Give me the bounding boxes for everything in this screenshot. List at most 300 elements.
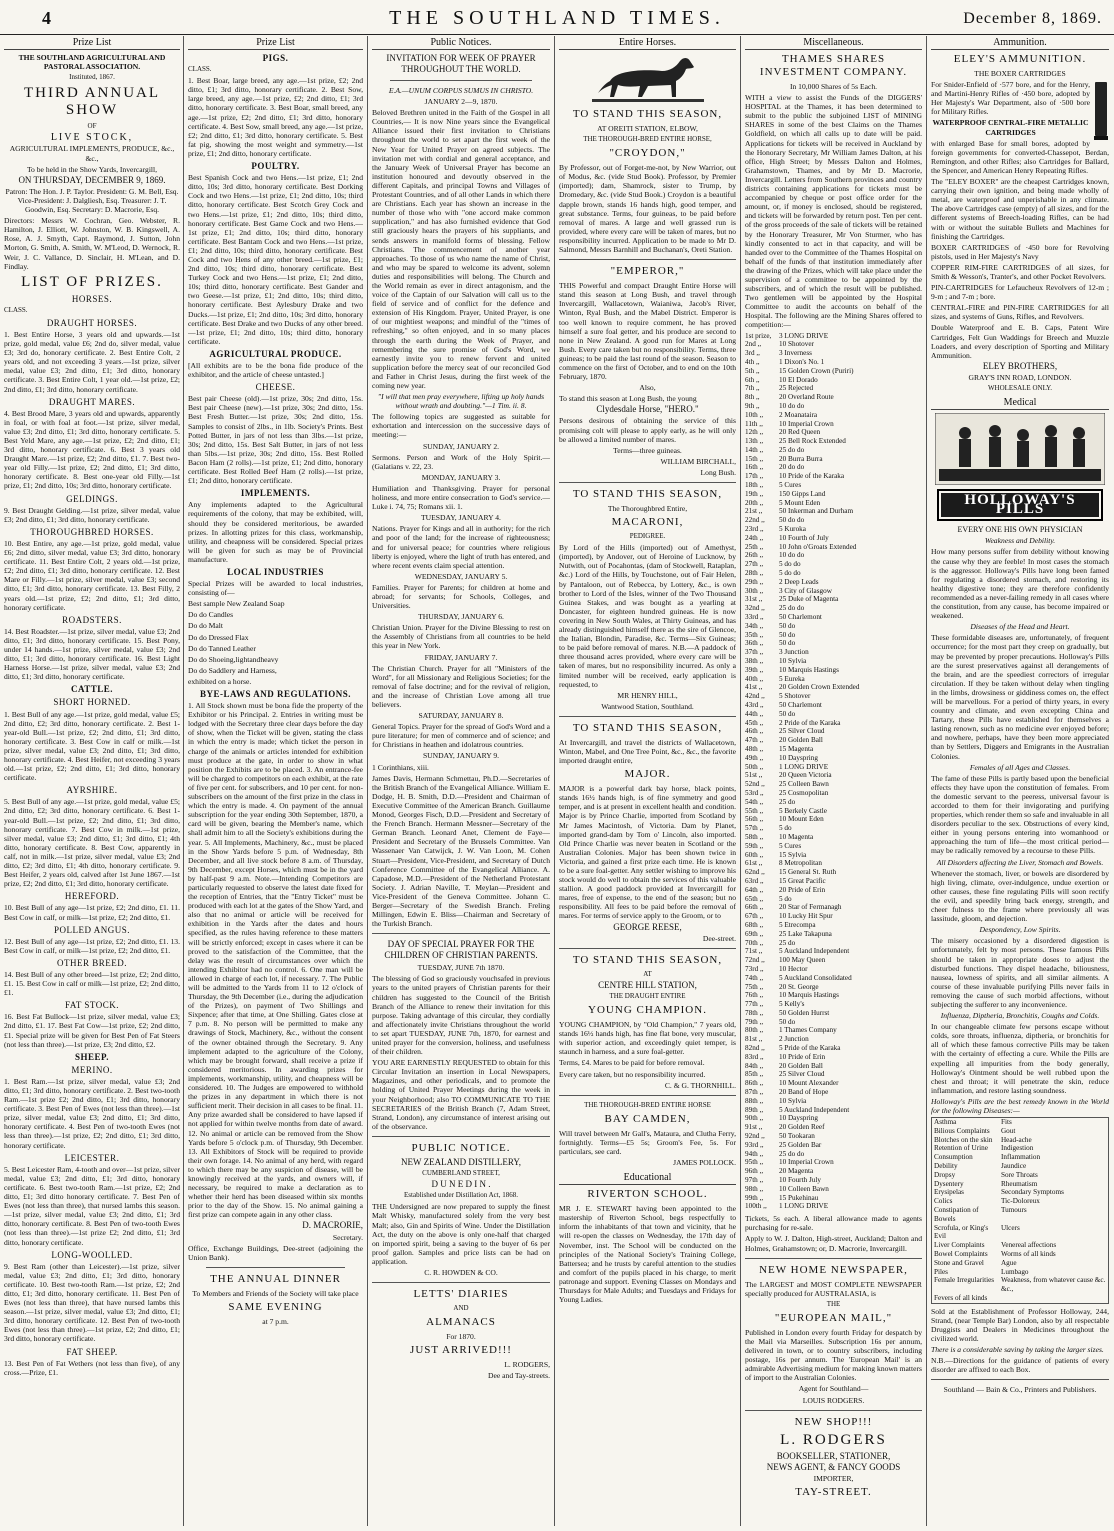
weakness-heading: Weakness and Debility. bbox=[984, 536, 1056, 546]
prize-rank: 57th ,, bbox=[745, 824, 764, 833]
prize-rank: 77th ,, bbox=[745, 1000, 764, 1009]
prize-shares: 3 City of Glasgow bbox=[779, 586, 832, 595]
prize-shares: 20 Golden Ball bbox=[779, 1061, 823, 1070]
prize-row bbox=[745, 666, 922, 675]
prize-shares: 10 Hector bbox=[779, 964, 808, 973]
prize-shares: 15 Golden Crown (Puriri) bbox=[779, 366, 854, 375]
prize-text: 5. Best Bull of any age.—1st prize, gold medal, value £5; 2nd ditto, £2; 3rd ditto, honorary certificate. 6. Best 1-year-old Bull.—1st prize, £2; 2nd ditto, £1; 3rd ditto, honorary certificate. 7. Best Cow in milk.—1st prize, silver medal, value £3; 2nd ditto, £1; 3rd ditto, £1; 4th ditto, honorary certificate. 8. Best Cow, apparently in calf, not in milk.—1st prize, silver medal, value £3; 2nd ditto, £2; 3rd ditto, £1; 4th ditto, honorary certificate. 9. Best Heifer, 2 years old, calved after 1st June 1867.—1st prize, £2; 2nd ditto, £1; 3rd ditto, honorary certificate. bbox=[4, 797, 180, 889]
prize-rank: 19th ,, bbox=[745, 489, 764, 498]
prize-row bbox=[745, 340, 922, 349]
almanacs: ALMANACS bbox=[426, 1316, 496, 1329]
prize-rank: 18th ,, bbox=[745, 481, 764, 490]
prize-row bbox=[745, 595, 922, 604]
prayer-day-text: Sermons. Person and Work of the Holy Spirit.—(Galatians v. 22, 23. bbox=[372, 452, 550, 471]
prize-row bbox=[745, 965, 922, 974]
prize-shares: 5 Shotover bbox=[779, 692, 811, 701]
ailment-item: Liver Complaints bbox=[934, 1241, 985, 1250]
prize-row bbox=[745, 895, 922, 904]
special-prayer-text: The blessing of God so graciously vouchsafed in previous years to the united prayers of Christian parents for their children has suggested to the Council of the British Branch of the Alliance to renew their invitation for this purpose. Taking advantage of this circular, they cordially and affectionately invite Christians throughout the world to set apart TUESDAY, JUNE 7th, 1870, for earnest and united prayer for the conversion, holiness, and usefulness of their children. bbox=[372, 974, 550, 1057]
ailment-item: Venereal affections bbox=[1000, 1241, 1057, 1250]
copper-rimfire-text: COPPER RIM-FIRE CARTRIDGES of all sizes, for Smith & Wesson's, Tranter's, and other Pocket Revolvers. bbox=[931, 262, 1109, 281]
column-heading: Prize List bbox=[4, 36, 180, 50]
hero-intro: To stand this season at Long Bush, the young bbox=[559, 394, 697, 404]
section-implements: IMPLEMENTS. bbox=[240, 488, 311, 499]
prize-row bbox=[745, 930, 922, 939]
class-label: CLASS. bbox=[4, 305, 28, 314]
prize-rank: 75th ,, bbox=[745, 982, 764, 991]
prize-rank: 88th ,, bbox=[745, 1096, 764, 1105]
section-poultry: POULTRY. bbox=[251, 161, 300, 172]
ailment-row bbox=[932, 1136, 1109, 1145]
prize-shares: 25 Bell Rock Extended bbox=[779, 437, 846, 446]
prize-shares: 100 May Queen bbox=[779, 956, 826, 965]
column-ammunition bbox=[931, 36, 1109, 1526]
horse-major: MAJOR. bbox=[624, 768, 671, 781]
section-agricultural-produce: AGRICULTURAL PRODUCE. bbox=[209, 348, 342, 359]
bye-laws-text: 1. All Stock shown must be bona fide the property of the Exhibitor or his Principal. 2. Entries in writing must be lodged with the Secretary three clear days before the day of show, when the Ticket will be given, stating the class in which the entry is made; which ticket the person in charge of the animals or articles intended for exhibition must produce at the gate, in order to show in what position the Exhibits are to be placed. 3. An entrance-fee will be charged to competitors on each exhibit, at the rate of five per cent. for subscribers, and 10 per cent. for non-subscribers on the amount of the first prize in the class in which the entry is made. 4. On payment of the annual subscription for the year ending 30th September, 1870, a card will be given, bearing the Member's name, which shall admit him to all the Society's exhibitions during the year. 5. All Implements, Machinery, &c., must be placed in the Show Yards before 5 p.m. of Wednesday, 8th December, and all live stock before 8 a.m. of Thursday, 9th December, except Horses, which must be in the yard by half-past 9 a.m. Note.—Intending Competitors are particularly requested to observe the latest date fixed for the reception of Entries, that the "Entry Ticket" must be produced with each lot at the gates of the Show Yard, and also that no animal or article will be received for exhibition in the Yards after the dates and hours specified, as the rules having reference to these matters will be strictly enforced; except in cases where it can be proved to the satisfaction of the Committee, that the delay was the result of circumstances over which the intending Exhibitor had no control. 6. One man will be allowed in charge of each lot, if necessary. 7. The Public will be admitted to the Yards from 11 to 12 o'clock of Thursday, the 9th December (i.e., during the adjudication of the Prizes), on payment of Two Shillings and Sixpence; after that time, at One Shilling. Gates close at 7 p.m. 8. No person will be permitted to make any drawings of Stock, Machinery, &c., without the consent of the owner obtained through the Secretary. 9. Any implement adapted to the agriculture of the Colony, which may be brought forward, shall receive a prize if considered meritorious. In awarding prizes for implements, workmanship, utility, and cheapness will be considered. 10. The Judges are empowered to withhold the prizes in any department in which there is not sufficient merit. Their decision in all cases to be final. 11. Any prize awarded shall be considered to have lapsed if not applied for within twelve months from date of award. 12. No animal or article can be removed from the Show Yards before 5 o'clock p.m. of Thursday, 9th December. 13. All Exhibitors of Stock will be required to provide their own forage. 14. No animal of any herd, with regard to which there may be any suspicion of disease, will be knowingly received at the yards, and owners will, if necessary, be required to make a declaration as to whether their herd has been diseased within six months prior to the day of the Show. 15. No animal gaining a first prize can compete again in any other class. bbox=[188, 701, 363, 1220]
evening-time: at 7 p.m. bbox=[262, 1316, 289, 1326]
ailment-item: Inflammation bbox=[1000, 1153, 1041, 1162]
prize-shares: 20 Golden Crown Extended bbox=[779, 683, 860, 692]
signatories: James Davis, Hermann Schmettau, Ph.D.—Secretaries of the British Branch of the Evangelical Alliance. William E. Dodge, H. B. Smith, D.D.—President and Chairman of Executive Committee of the American Branch. Guillaume Monod, Georges Fisch, D.D.—President and Secretary of the French Branch. Hermann Messner—Secretary of the German Branch. Leonard Anet, Clement de Faye—President and Secretary of the Brussels Committee. Van Wassenaer Van Catwijck, J. W. Van Loon, M. Cohen Stuart—President, Vice-President, and Secretary of Dutch Conference Committee of the Evangelical Alliance. A. Capadose, M.D.—President of the Netherland Protestant Society. J. Adrian Naville, T. Meylan—President and Vice-President of the Geneva Committee. Johann C. Berger—Secretary of the Swedish Branch. Freling Millingen, Edwin E. Bliss—Chairman and Secretary of the Turkish Branch. bbox=[372, 773, 550, 929]
howden-signature: C. R. HOWDEN & CO. bbox=[424, 1267, 498, 1277]
prize-row bbox=[745, 639, 922, 648]
ailment-row bbox=[932, 1294, 1109, 1303]
distillery-name: NEW ZEALAND DISTILLERY, bbox=[401, 1156, 521, 1167]
prize-rank: 94th ,, bbox=[745, 1149, 764, 1158]
column-entire-horses bbox=[559, 36, 736, 1526]
prize-rank: 73rd ,, bbox=[745, 964, 764, 973]
prize-shares: 10 Pride of the Karaka bbox=[779, 472, 845, 481]
prize-row bbox=[745, 763, 922, 772]
prize-rank: 78th ,, bbox=[745, 1008, 764, 1017]
ailment-item: Erysipelas bbox=[934, 1188, 964, 1197]
prize-shares: 10 Dayspring bbox=[779, 1114, 818, 1123]
prayer-day-heading: SATURDAY, JANUARY 8. bbox=[418, 711, 504, 721]
prize-shares: 5 do do bbox=[779, 560, 801, 569]
eleys-ammunition: ELEY'S AMMUNITION. bbox=[953, 53, 1087, 65]
grays-inn-road: GRAY'S INN ROAD, LONDON. bbox=[968, 372, 1072, 382]
prize-shares: 15 Great Pacific bbox=[779, 876, 826, 885]
ailment-item: Asthma bbox=[934, 1118, 957, 1127]
mining-shares-table bbox=[745, 332, 922, 1212]
holloways-pills-banner: HOLLOWAY'S PILLS bbox=[937, 489, 1103, 521]
special-prayer-title: DAY OF SPECIAL PRAYER FOR THE CHILDREN OF CHRISTIAN PARENTS. bbox=[384, 939, 538, 961]
tay-street: TAY-STREET. bbox=[795, 1485, 872, 1498]
saving-text: There is a considerable saving by taking the larger sizes. bbox=[931, 1345, 1104, 1355]
horse-emperor: "EMPEROR," bbox=[610, 265, 685, 278]
ailment-item: Debility bbox=[934, 1162, 958, 1171]
prize-shares: 20 St. George bbox=[779, 982, 819, 991]
prize-row bbox=[745, 1106, 922, 1115]
prize-shares: 3 Inverness bbox=[779, 349, 812, 358]
prize-row bbox=[745, 393, 922, 402]
prize-row bbox=[745, 868, 922, 877]
riverton-text: MR J. E. STEWART having been appointed to the mastership of Riverton School, begs respectfully to inform the inhabitants of that town and vicinity, that he will re-open the classes on Wednesday, the 17th day of November, inst. The School will be conducted on the principles of the National Society's Training College, Battersea; and he trusts by careful attention to the studies and comfort of the pupils placed in his charge, to merit patronage and support. Evening Classes on Mondays and Thursdays for Male Adults; and Tuesdays and Fridays for Young Ladies. bbox=[559, 1204, 736, 1305]
prize-row bbox=[745, 851, 922, 860]
females-heading: Females of all Ages and Classes. bbox=[969, 762, 1071, 772]
pin-cartridges-text: PIN-CARTRIDGES for Lefaucheux Revolvers of 12-m ; 9-m ; and 7-m ; bore. bbox=[931, 283, 1109, 302]
prize-shares: 2 Pride of the Karaka bbox=[779, 718, 841, 727]
prize-row bbox=[745, 1000, 922, 1009]
emperor-text: THIS Powerful and compact Draught Entire Horse will stand this season at Long Bush, and travel through Invercargill, Wallacetown, Waianiwa, Jacob's River, Winton, Ryal Bush, and the Mabel District. Emperor is too well known to require comment, he has proved himself a sure foal getter, and his produce are second to none in New Zealand. A good run for Mares at Long Bush. Every care taken but no responsibility. Terms, three guineas; to be paid the last round of the season. Season to commence on the first of October, and to end on the 10th February, 1870. bbox=[559, 281, 736, 382]
l-rodgers: L. RODGERS bbox=[780, 1431, 887, 1448]
same-evening: SAME EVENING bbox=[228, 1300, 323, 1313]
prize-shares: 5 do do bbox=[779, 569, 801, 578]
prize-rank: 90th ,, bbox=[745, 1114, 764, 1123]
section-cattle: CATTLE. bbox=[70, 684, 114, 695]
prize-rank: 26th ,, bbox=[745, 551, 764, 560]
prize-row bbox=[745, 824, 922, 833]
prayer-day-text: 1 Corinthians, xiii. bbox=[372, 762, 429, 772]
prize-shares: 20 Pride of Erin bbox=[779, 885, 826, 894]
prize-rank: 4th ,, bbox=[745, 357, 760, 366]
show-location: To be held in the Show Yards, Invercargill, bbox=[26, 164, 158, 174]
head-heart-heading: Diseases of the Head and Heart. bbox=[970, 622, 1070, 632]
prayer-day-heading: THURSDAY, JANUARY 6. bbox=[418, 612, 504, 622]
prize-row bbox=[745, 446, 922, 455]
prize-row bbox=[745, 1194, 922, 1203]
prize-shares: 25 Duke of Magenta bbox=[779, 595, 839, 604]
prize-row bbox=[745, 903, 922, 912]
prize-row bbox=[745, 499, 922, 508]
subsection-hereford: HEREFORD. bbox=[64, 891, 120, 902]
ailment-row bbox=[932, 1241, 1109, 1250]
prize-rank: 70th ,, bbox=[745, 938, 764, 947]
prize-rank: 89th ,, bbox=[745, 1105, 764, 1114]
prayer-day-text: General Topics. Prayer for the spread of God's Word and a pure literature; for men of commerce and of science; and for Christians in heathen and idolatrous countries. bbox=[372, 722, 550, 750]
prize-text: 9. Best Draught Gelding.—1st prize, silver medal, value £3; 2nd ditto, £1; 3rd ditto, honorary certificate. bbox=[4, 505, 180, 524]
column-heading: Miscellaneous. bbox=[745, 36, 922, 50]
prize-shares: 10 Mount Eden bbox=[779, 815, 824, 824]
issue-date: December 8, 1869. bbox=[963, 10, 1102, 27]
prize-rank: 85th ,, bbox=[745, 1070, 764, 1079]
section-pigs: PIGS. bbox=[262, 53, 289, 63]
ailment-item: Piles bbox=[934, 1267, 948, 1276]
boxer-450-text: BOXER CARTRIDGES of ·450 bore for Revolving pistols, used in Her Majesty's Navy bbox=[931, 242, 1109, 261]
secretary-signature: D. MACRORIE, bbox=[302, 1220, 363, 1231]
prize-row bbox=[745, 657, 922, 666]
prayer-day-heading: TUESDAY, JANUARY 4. bbox=[421, 513, 501, 523]
prize-rank: 80th ,, bbox=[745, 1026, 764, 1035]
prize-shares: 10 Fourth July bbox=[779, 1176, 821, 1185]
prize-row bbox=[745, 1018, 922, 1027]
prize-row bbox=[745, 1167, 922, 1176]
prize-rank: 68th ,, bbox=[745, 920, 764, 929]
ailment-item: Fits bbox=[1000, 1118, 1012, 1127]
horse-bay-camden: BAY CAMDEN, bbox=[604, 1112, 691, 1125]
prize-rank: 47th ,, bbox=[745, 736, 764, 745]
prize-shares: 50 Inkerman and Durham bbox=[779, 507, 854, 516]
prize-shares: 20 Queen Victoria bbox=[779, 771, 832, 780]
central-fire-text: CENTRAL-FIRE and PIN-FIRE CARTRIDGES for all sizes, and systems of Guns, Rifles, and Revolvers. bbox=[931, 303, 1109, 322]
prize-shares: 10 Lucky Hit Spur bbox=[779, 912, 833, 921]
local-industries-end: exhibited on a horse. bbox=[188, 676, 252, 686]
prize-row bbox=[745, 534, 922, 543]
motto: E.A.—UNUM CORPUS SUMUS IN CHRISTO. bbox=[388, 86, 534, 95]
prize-rank: 27th ,, bbox=[745, 560, 764, 569]
local-industry-item: Do do Tanned Leather bbox=[188, 643, 256, 653]
prize-shares: 10 Mount Alexander bbox=[779, 1079, 839, 1088]
prize-shares: 20 Star of Fermanagh bbox=[779, 903, 842, 912]
prize-row bbox=[745, 683, 922, 692]
prize-row bbox=[745, 754, 922, 763]
prize-shares: 50 do bbox=[779, 630, 796, 639]
prize-row bbox=[745, 807, 922, 816]
prize-row bbox=[745, 1158, 922, 1167]
implements-heading: AGRICULTURAL IMPLEMENTS, PRODUCE, &c., &c., bbox=[9, 144, 175, 163]
prize-rank: 49th ,, bbox=[745, 753, 764, 762]
prize-shares: 15 Sylvia bbox=[779, 850, 807, 859]
prize-rank: 36th ,, bbox=[745, 639, 764, 648]
prize-rank: 15th ,, bbox=[745, 454, 764, 463]
ailment-row bbox=[932, 1250, 1109, 1259]
prize-rank: 67th ,, bbox=[745, 912, 764, 921]
prize-row bbox=[745, 710, 922, 719]
prize-shares: 10 Shotover bbox=[779, 340, 814, 349]
subsection-merino: MERINO. bbox=[71, 1064, 113, 1075]
prize-rank: 79th ,, bbox=[745, 1017, 764, 1026]
section-bye-laws: BYE-LAWS AND REGULATIONS. bbox=[199, 689, 352, 699]
young-champion-text: YOUNG CHAMPION, by "Old Champion," 7 years old, stands 16½ hands high, has fine flat bone, very muscular, with superior action, and exceedingly quiet temper, is staunch in harness, and a sure foal-getter. bbox=[559, 1020, 736, 1057]
ailment-item bbox=[999, 1294, 1109, 1303]
text-at: AT bbox=[643, 969, 652, 978]
prize-rank: 5th ,, bbox=[745, 366, 760, 375]
prize-row bbox=[745, 1132, 922, 1141]
prize-rank: 59th ,, bbox=[745, 841, 764, 850]
prize-row bbox=[745, 648, 922, 657]
prize-rank: 30th ,, bbox=[745, 586, 764, 595]
ailment-row bbox=[932, 1153, 1109, 1162]
scripture-quote: "I will that men pray everywhere, lifting up holy hands without wrath and doubting."—1 Tim. ii. 8. bbox=[377, 392, 545, 411]
prize-rank: 72nd ,, bbox=[745, 956, 765, 965]
european-mail-text: Published in London every fourth Friday for despatch by the Mail via Marseilles. Subscription 16s per annum, delivered in town, or to country subscribers, including postage, 16s per annum. The 'European Mail' is an admirable Advertising medium for making known matters of import to the Australian Colonies. bbox=[745, 1327, 922, 1383]
officers: Patron: The Hon. J. P. Taylor. President: G. M. Bell, Esq. Vice-President: J. Dalgliesh, Esq. Treasurer: J. T. Goodwin, Esq. Secretary: D. Macrorie, Esq. bbox=[5, 186, 179, 215]
prize-shares: 25 Silver Cloud bbox=[779, 1070, 825, 1079]
prize-row bbox=[745, 569, 922, 578]
prize-shares: 10 Marquis Hastings bbox=[779, 665, 839, 674]
ailment-row bbox=[932, 1180, 1109, 1189]
prize-rank: 84th ,, bbox=[745, 1061, 764, 1070]
prize-shares: 25 do do bbox=[779, 1149, 805, 1158]
prize-row bbox=[745, 991, 922, 1000]
centre-hill-station: CENTRE HILL STATION, bbox=[598, 979, 697, 990]
ailment-item: Female Irregularities bbox=[934, 1276, 995, 1285]
prize-rank: 24th ,, bbox=[745, 533, 764, 542]
prize-shares: 1 Dixon's No. 1 bbox=[779, 357, 825, 366]
local-industry-item: Do do Malt bbox=[188, 621, 224, 631]
ailment-item: Rheumatism bbox=[1000, 1179, 1038, 1188]
prize-shares: 15 Magenta bbox=[779, 744, 814, 753]
column-rule bbox=[926, 36, 927, 1526]
ailment-item: Constipation of Bowels bbox=[934, 1206, 979, 1223]
prize-rank: 40th ,, bbox=[745, 674, 764, 683]
prize-shares: 10 Marquis Hastings bbox=[779, 991, 839, 1000]
prize-rank: 31st ,, bbox=[745, 595, 763, 604]
prize-row bbox=[745, 1114, 922, 1123]
prize-rank: 39th ,, bbox=[745, 665, 764, 674]
prize-text: 1. Best Boar, large breed, any age.—1st prize, £2; 2nd ditto, £1; 3rd ditto, honorary certificate. 2. Best Sow, large breed, any age.—1st prize, £2; 2nd ditto, £1; 3rd ditto, honorary certificate. 3. Best Boar, small breed, any age.—1st prize, £2; 2nd ditto, £1; 3rd ditto, honorary certificate. 4. Best Sow, small breed, any age.—1st prize, £2; 2nd ditto, £1; 3rd ditto, honorary certificate. 5. Best fat pig, showing the most weight and symmetry.—1st prize, £1; 2nd ditto, honorary certificate. bbox=[188, 76, 363, 158]
prize-shares: 50 Charlemont bbox=[779, 701, 822, 709]
prize-row bbox=[745, 701, 922, 710]
annual-dinner-text: To Members and Friends of the Society will take place bbox=[192, 1288, 359, 1298]
prize-rank: 14th ,, bbox=[745, 445, 764, 454]
class-label: CLASS. bbox=[188, 65, 212, 74]
prize-rank: 98th ,, bbox=[745, 1184, 764, 1193]
prayer-invitation-text: Beloved Brethren united in the Faith of the Gospel in all Countries,— It is now Nine years since the Evangelical Alliance issued their first invitation to Christians throughout the world to set apart the first week of the New Year for United Prayer on agreed subjects. The invitation met with cordial and general acceptance, and the January Week of Universal Prayer has become an institution honoured and devoutly observed in the different Capitals, and principal Towns and Villages of Protestant Countries, and of all other Lands in which there are Christians. Each year has shown an increase in the number of those who with "one accord make common supplication," and has also furnished evidence that God still graciously hears the prayers of his suppliants, and sends answers in manifold forms of blessing. Fellow Christians. The commencement of another year approaches. To those of us who name the name of Christ, and who may be spared to welcome its advent, solemn duties and responsibilities will belong. The Church and the World remain as ever in direct antagonism, and the voice of the Captain of our Salvation will call us to the field of service and of conflict for the defence and extension of His Kingdom. Prayer, United Prayer, is one of our mightiest weapons; and mindful of the "times of refreshing," so often enjoyed, and in so many places through the earth during the Week of Prayer, and remembering the sure promise of God's Word, we earnestly invite you to renew fervent and united supplication before the mercy seat of our reconciled God and Father in Christ Jesus, during the first week of the coming new year. bbox=[372, 108, 550, 390]
prize-text: 14. Best Roadster.—1st prize, silver medal, value £3; 2nd ditto, £1; 3rd ditto, honorary certificate. 15. Best Pony, under 14 hands.—1st prize, silver medal, value £3; 2nd ditto, £1; 3rd ditto, honorary certificate. 16. Best Light Harness Horse.—1st prize, silver medal, value £3; 2nd ditto, £1; 3rd ditto, honorary certificate. bbox=[4, 626, 180, 682]
prize-text: 10. Best Entire, any age.—1st prize, gold medal, value £6; 2nd ditto, silver medal, value £3; 3rd ditto, honorary certificate. 11. Best Entire Colt, 2 years old.—1st prize, £2; 2nd ditto, £1; 3rd ditto, honorary certificate. 12. Best Mare or Filly.—1st prize, silver medal, value £3; second ditto, £1; 3rd ditto, honorary certificate. 13. Best Filly, 2 years old.—1st prize, £2; 2nd ditto, £1; 3rd ditto, honorary certificate. bbox=[4, 538, 180, 612]
agent-label: Agent for Southland— bbox=[798, 1384, 869, 1394]
croydon-text: By Professor, out of Forget-me-not, by New Warrior, out of Modus, &c. (vide Stud Book). Professor, by Premier (imported); dam, Shamrock, sister to Trump, by Dromedary, &c. (vide Stud Book.) Croydon is a beautiful dapple brown, stands 16 hands high, good temper, and great substance. Terms, four guineas, to be paid before removal of mares. A large and well grassed run is provided, where every care will be taken of mares, but no responsibility incurred. Application to be made to Mr D. Salmond, Messrs Barnhill and Buchanan's, Oreti Station. bbox=[559, 163, 736, 255]
medical-heading: Medical bbox=[931, 396, 1109, 410]
prize-row bbox=[745, 384, 922, 393]
pedigree-label: PEDIGREE. bbox=[629, 532, 666, 541]
prize-rank: 56th ,, bbox=[745, 815, 764, 824]
prize-shares: 5 do bbox=[779, 894, 792, 903]
prize-shares: 10 Sylvia bbox=[779, 657, 807, 666]
prize-shares: 1 LONG DRIVE bbox=[779, 762, 829, 771]
society-name: THE SOUTHLAND AGRICULTURAL AND PASTORAL ASSOCIATION. bbox=[18, 53, 166, 72]
prize-shares: 5 do bbox=[779, 824, 792, 833]
column-heading: Prize List bbox=[188, 36, 363, 50]
subsection-leicester: LEICESTER. bbox=[64, 1152, 120, 1163]
ailment-item: Consumption bbox=[934, 1153, 973, 1162]
ailment-item: Ulcers bbox=[1000, 1223, 1020, 1232]
prize-rank: 54th ,, bbox=[745, 797, 764, 806]
prize-row bbox=[745, 1035, 922, 1044]
prize-row bbox=[745, 481, 922, 490]
waterproof-text: with enlarged Base for small bores, adopted by foreign governments for converted-Chassepot, Berdan, Remington, and other Rifles; also Cartridges for Ballard, the Spencer, and American Henry Repeating Rifles. bbox=[931, 138, 1109, 175]
prize-row bbox=[745, 1176, 922, 1185]
subsection-thoroughbred: THOROUGHBRED HORSES. bbox=[30, 526, 154, 537]
prize-shares: 5 Auckland Independent bbox=[779, 947, 850, 956]
major-intro: At Invercargill, and travel the districts of Wallacetown, Winton, Mabel, and One Tree Point, &c., &c., the favorite imported draught entire, bbox=[559, 737, 736, 766]
ailment-item: Gout bbox=[1000, 1126, 1016, 1135]
prize-row bbox=[745, 912, 922, 921]
prize-text: Best pair Cheese (old).—1st prize, 30s; 2nd ditto, 15s. Best pair Cheese (new).—1st prize, 30s; 2nd ditto, 15s. Best Fresh Butter.—1st prize, 30s; 2nd ditto, 15s. Samples to consist of 2lbs., in 1lb. Society's Prints. Best Potted Butter, in jars of not less than 3lbs.—1st prize, 30s; 2nd ditto, 15s. Best Salt Butter, in jars of not less than 5lbs.—1st prize, 30s; 2nd ditto, 15s. Best Rolled Bacon Ham (2 rolls).—1st prize, £1; 2nd ditto, honorary certificate. Best Rolled Beef Ham (2 rolls).—1st prize, £1; 2nd ditto, honorary certificate. bbox=[188, 394, 363, 486]
prize-row bbox=[745, 1026, 922, 1035]
local-industries-list bbox=[188, 599, 363, 675]
prize-row bbox=[745, 719, 922, 728]
prize-row bbox=[745, 798, 922, 807]
prize-shares: 2 Junction bbox=[779, 1035, 809, 1044]
ailment-item: Bilious Complaints bbox=[934, 1126, 990, 1135]
prize-row bbox=[745, 472, 922, 481]
local-industry-item: Best sample New Zealand Soap bbox=[188, 599, 285, 609]
despondency-text: The misery occasioned by a disordered digestion is unfortunately, felt by most persons. These famous Pills should be taken in appropriate doses to adjust the disturbed functions. They dispel headache, biliousness, nausea, lowness of spirits, and all similar ailments. A course of these invaluable purifying Pills never fails in removing the cause of such morbid affections, without subjecting the sufferer to any inconvenience. bbox=[931, 936, 1109, 1009]
local-industries-intro: Special Prizes will be awarded to local industries, consisting of— bbox=[188, 579, 363, 598]
prize-row bbox=[745, 516, 922, 525]
prize-row bbox=[745, 859, 922, 868]
ailment-item: Bowel Complaints bbox=[934, 1250, 988, 1259]
prize-text: 16. Best Fat Bullock—1st prize, silver medal, value £3; 2nd ditto, £1. 17. Best Fat Cow—1st prize, £2; 2nd ditto, £1. Special prize will be given for Best Pen of Fat Steers (not less than three).—1st prize, £3; 2nd ditto, £2. bbox=[4, 1012, 180, 1049]
text-the: THE bbox=[826, 1299, 841, 1308]
prize-rank: 2nd ,, bbox=[745, 340, 762, 349]
prize-row bbox=[745, 560, 922, 569]
prize-rank: 86th ,, bbox=[745, 1079, 764, 1088]
page-number: 4 bbox=[42, 8, 51, 28]
special-prayer-date: TUESDAY, JUNE 7th 1870. bbox=[417, 963, 505, 973]
prize-row bbox=[745, 675, 922, 684]
distillery-established: Established under Distillation Act, 1868. bbox=[404, 1191, 518, 1200]
prize-shares: 10 Colleen Bawn bbox=[779, 1184, 829, 1193]
ailment-row bbox=[932, 1127, 1109, 1136]
prize-row bbox=[745, 1141, 922, 1150]
prize-row bbox=[745, 358, 922, 367]
prize-row bbox=[745, 349, 922, 358]
prize-row bbox=[745, 1070, 922, 1079]
young-champion-terms: Terms, £4. Mares to be paid for before removal. bbox=[559, 1058, 705, 1068]
young-champion-care: Every care taken, but no responsibility incurred. bbox=[559, 1069, 706, 1079]
prize-rank: 16th ,, bbox=[745, 463, 764, 472]
prize-shares: 5 Cures bbox=[779, 841, 802, 850]
prayer-day-text: The Christian Church. Prayer for all "Ministers of the Word", for all Missionary and Religious Societies; for the removal of false doctrine; and for the revival of religion, and the increase of Christian Love among all true believers. bbox=[372, 663, 550, 709]
females-text: The fame of these Pills is partly based upon the beneficial effects they have upon the constitution of females. From the domestic servant to the peeress, universal favour is accorded to them for their invigorating and purifying properties, which render them so safe and invaluable in all disorders peculiar to the sex. Obstructions of every kind, either in young persons entering into womanhood or approaching the turn of life—the most critical period—may be radically removed by a recourse to these Pills. bbox=[931, 773, 1109, 856]
prize-shares: 10 Fourth of July bbox=[779, 533, 829, 542]
prize-rank: 95th ,, bbox=[745, 1158, 764, 1167]
hill-signature: MR HENRY HILL, bbox=[617, 690, 678, 700]
prayer-day-heading: SUNDAY, JANUARY 9. bbox=[422, 751, 500, 761]
stand-heading: TO STAND THIS SEASON, bbox=[572, 953, 723, 966]
prize-rank: 60th ,, bbox=[745, 850, 764, 859]
prize-shares: 50 Tookaran bbox=[779, 1132, 815, 1141]
prize-shares: 5 Pride of the Karaka bbox=[779, 1044, 841, 1053]
prize-rank: 93rd ,, bbox=[745, 1140, 764, 1149]
waterproof-heading: WATERPROOF CENTRAL-FIRE METALLIC CARTRIDGES bbox=[932, 118, 1089, 137]
prize-rank: 97th ,, bbox=[745, 1176, 764, 1185]
prize-row bbox=[745, 974, 922, 983]
prize-row bbox=[745, 983, 922, 992]
prize-shares: 10 El Dorado bbox=[779, 375, 818, 384]
prize-rank: 82nd ,, bbox=[745, 1044, 765, 1053]
draught-entire-label: THE DRAUGHT ENTIRE bbox=[609, 991, 686, 1000]
newspaper-title: THE SOUTHLAND TIMES. bbox=[389, 7, 725, 29]
prize-row bbox=[745, 745, 922, 754]
influenza-heading: Influenza, Diptheria, Bronchitis, Coughs and Colds. bbox=[940, 1011, 1100, 1021]
column-heading: Ammunition. bbox=[931, 36, 1109, 50]
horse-young-champion: YOUNG CHAMPION. bbox=[588, 1004, 707, 1017]
ailment-item: Indigestion bbox=[1000, 1144, 1034, 1153]
reese-address: Dee-street. bbox=[702, 933, 736, 943]
prize-row bbox=[745, 780, 922, 789]
ailment-item: Dysentery bbox=[934, 1179, 964, 1188]
bay-camden-intro: THE THOROUGH-BRED ENTIRE HORSE bbox=[584, 1100, 711, 1109]
eley-boxer-text: The "ELEY BOXER" are the cheapest Cartridges known, carrying their own ignition, and being made wholly of metal, are waterproof and unperishable in any climate. The above Cartridges case (empty) of all sizes, and for the different systems of Breech-loading Rifles, can be had with or without the suitable Bullets and Machines for finishing the Cartridges. bbox=[931, 177, 1109, 241]
prize-text: 5. Best Leicester Ram, 4-tooth and over—1st prize, silver medal, value £3; 2nd ditto, £1; 3rd ditto, honorary certificate. 6. Best two-tooth Ram.—1st prize, £2; 2nd ditto, £1; 3rd ditto honorary certificate. 7. Best Pen of Ewes (not less than three), that nursed lambs this season.—1st prize, silver medal, value £3; 2nd ditto, £1; 3rd ditto, honorary certificate. 8. Best Pen of two-tooth Ewes (not less than three).—1st prize £2; 2nd ditto, £1; 3rd ditto, honorary certificate. bbox=[4, 1164, 180, 1247]
prize-shares: 50 do bbox=[779, 709, 796, 718]
prize-shares: 25 Rejected bbox=[779, 384, 814, 393]
prize-row bbox=[745, 736, 922, 745]
public-notice-heading: PUBLIC NOTICE. bbox=[411, 1141, 511, 1154]
apply-text: Apply to W. J. Dalton, High-street, Auckland; Dalton and Holmes, Grahamstown; or, D. Macrorie, Invercargill. bbox=[745, 1234, 922, 1253]
subsection-ayrshire: AYRSHIRE. bbox=[66, 785, 118, 796]
prize-shares: 10 Sylvia bbox=[779, 1096, 807, 1105]
ailment-row bbox=[932, 1197, 1109, 1206]
prize-shares: 20 Golden Reef bbox=[779, 1123, 825, 1132]
distillery-city: D U N E D I N . bbox=[431, 1179, 491, 1190]
prize-rank: 10th ,, bbox=[745, 410, 764, 419]
prize-shares: 5 Cures bbox=[779, 481, 802, 490]
office-address: Office, Exchange Buildings, Dee-street (adjoining the Union Bank). bbox=[188, 1243, 363, 1262]
prize-row bbox=[745, 428, 922, 437]
column-rule bbox=[554, 36, 555, 1526]
prize-shares: 10 Imperial Crown bbox=[779, 419, 834, 428]
prize-rank: 41st ,, bbox=[745, 683, 763, 692]
column-heading: Public Notices. bbox=[372, 36, 550, 50]
prize-shares: 50 do bbox=[779, 1017, 796, 1026]
prayer-days-list bbox=[372, 442, 550, 772]
